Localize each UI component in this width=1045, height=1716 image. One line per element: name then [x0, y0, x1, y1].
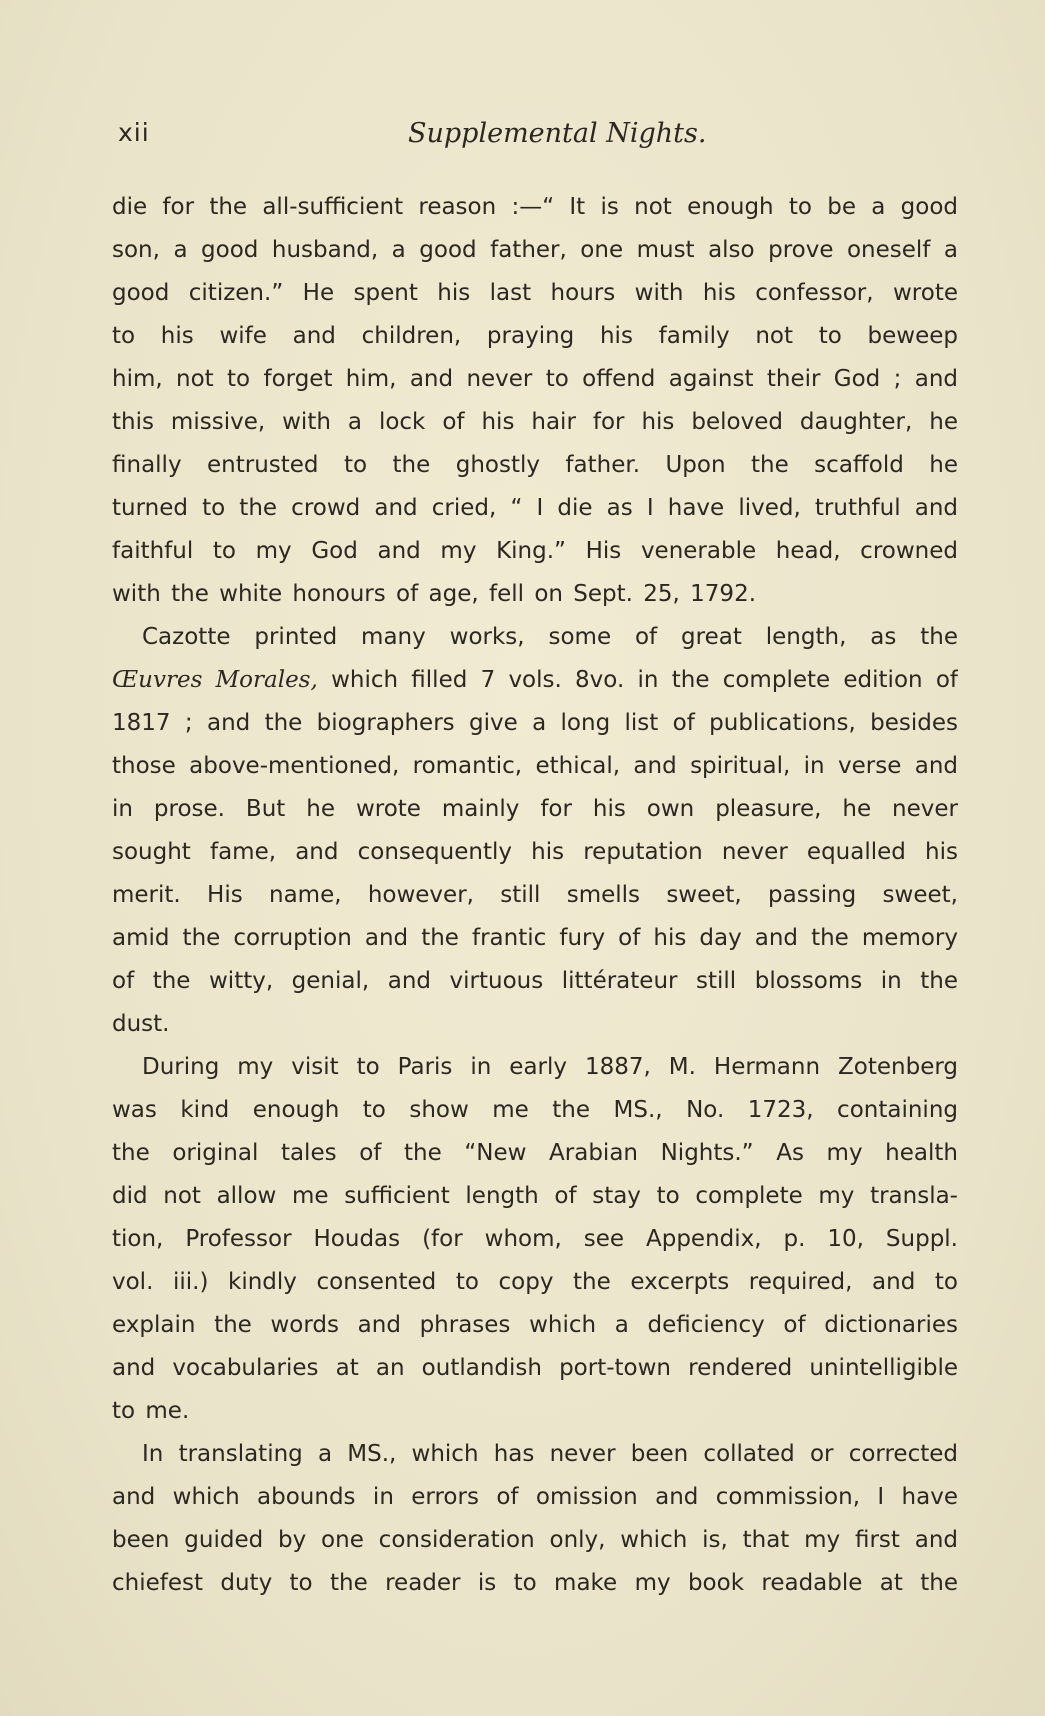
- text-line: During my visit to Paris in early 1887, M. Hermann Zotenberg: [142, 1054, 958, 1080]
- text-line: in prose. But he wrote mainly for his own pleasure, he never: [112, 796, 958, 822]
- text-line: In translating a MS., which has never been collated or corrected: [142, 1441, 958, 1467]
- text-line-rest: which filled 7 vols. 8vo. in the complete edition of: [331, 667, 958, 693]
- text-line: dust.: [112, 1011, 170, 1037]
- text-line: good citizen.” He spent his last hours with his confessor, wrote: [112, 280, 958, 306]
- text-line: and vocabularies at an outlandish port-town rendered unintelligible: [112, 1355, 958, 1381]
- text-line: was kind enough to show me the MS., No. 1723, containing: [112, 1097, 958, 1123]
- running-head: [118, 118, 958, 158]
- text-line: with the white honours of age, fell on Sept. 25, 1792.: [112, 581, 757, 607]
- page-number: xii: [118, 118, 150, 147]
- text-line: son, a good husband, a good father, one must also prove oneself a: [112, 237, 958, 263]
- running-title: Supplemental Nights.: [408, 118, 707, 149]
- text-line: to me.: [112, 1398, 190, 1424]
- text-line: faithful to my God and my King.” His venerable head, crowned: [112, 538, 958, 564]
- text-line: the original tales of the “New Arabian Nights.” As my health: [112, 1140, 958, 1166]
- italic-title: Œuvres Morales,: [112, 667, 318, 693]
- text-line: to his wife and children, praying his family not to beweep: [112, 323, 958, 349]
- paragraph: [112, 616, 958, 1046]
- text-line: [112, 659, 958, 702]
- text-line: amid the corruption and the frantic fury of his day and the memory: [112, 925, 958, 951]
- paragraph: [112, 1046, 958, 1433]
- text-line: merit. His name, however, still smells sweet, passing sweet,: [112, 882, 958, 908]
- text-line: been guided by one consideration only, which is, that my first and: [112, 1527, 958, 1553]
- body-text: [112, 186, 958, 1605]
- text-line: explain the words and phrases which a deficiency of dictionaries: [112, 1312, 958, 1338]
- text-line: Cazotte printed many works, some of great length, as the: [142, 624, 958, 650]
- text-line: and which abounds in errors of omission and commission, I have: [112, 1484, 958, 1510]
- paragraph: [112, 186, 958, 616]
- text-line: tion, Professor Houdas (for whom, see Appendix, p. 10, Suppl.: [112, 1226, 958, 1252]
- text-line: of the witty, genial, and virtuous littérateur still blossoms in the: [112, 968, 958, 994]
- text-line: 1817 ; and the biographers give a long list of publications, besides: [112, 710, 958, 736]
- text-line: this missive, with a lock of his hair for his beloved daughter, he: [112, 409, 958, 435]
- text-line: did not allow me sufficient length of stay to complete my transla-: [112, 1183, 958, 1209]
- text-line: those above-mentioned, romantic, ethical, and spiritual, in verse and: [112, 753, 958, 779]
- text-line: vol. iii.) kindly consented to copy the excerpts required, and to: [112, 1269, 958, 1295]
- text-line: turned to the crowd and cried, “ I die as I have lived, truthful and: [112, 495, 958, 521]
- text-line: sought fame, and consequently his reputation never equalled his: [112, 839, 958, 865]
- paragraph: [112, 1433, 958, 1605]
- text-line: finally entrusted to the ghostly father. Upon the scaffold he: [112, 452, 958, 478]
- text-line: chiefest duty to the reader is to make my book readable at the: [112, 1570, 958, 1596]
- text-line: him, not to forget him, and never to offend against their God ; and: [112, 366, 958, 392]
- text-line: die for the all-sufficient reason :—“ It is not enough to be a good: [112, 194, 958, 220]
